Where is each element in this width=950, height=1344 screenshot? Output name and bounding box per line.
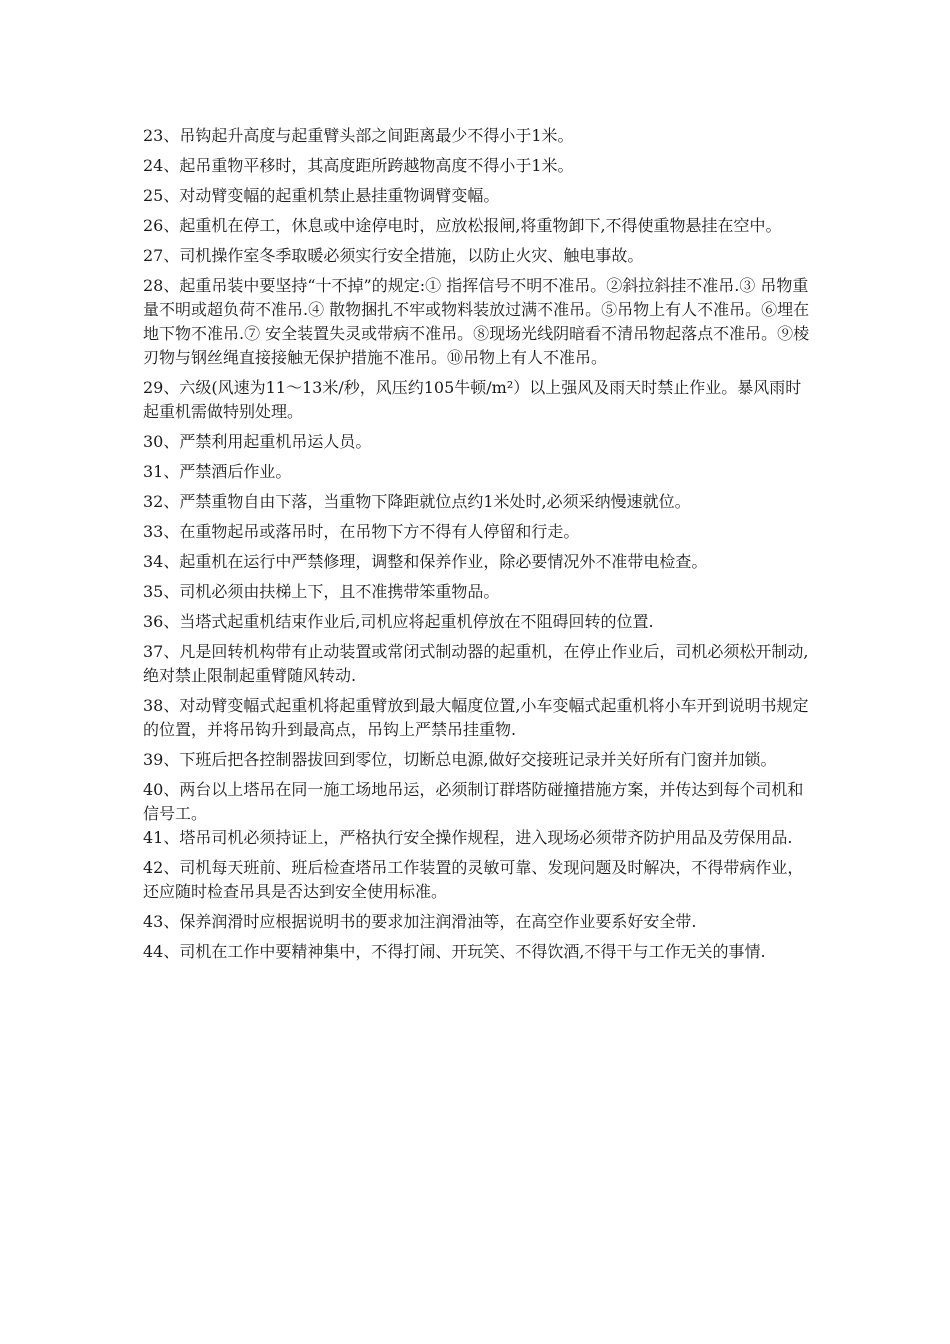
rule-item-35: 35、司机必须由扶梯上下，且不准携带笨重物品。: [143, 582, 500, 601]
rule-item-44: 44、司机在工作中要精神集中，不得打闹、开玩笑、不得饮酒,不得干与工作无关的事情.: [143, 942, 766, 961]
rules-list: [143, 124, 813, 970]
rule-item-33: 33、在重物起吊或落吊时，在吊物下方不得有人停留和行走。: [143, 522, 580, 541]
rule-item-27: 27、司机操作室冬季取暖必须实行安全措施，以防止火灾、触电事故。: [143, 246, 644, 265]
rule-item-24: 24、起吊重物平移时，其高度距所跨越物高度不得小于1米。: [143, 156, 574, 175]
rule-item-38: 38、对动臂变幅式起重机将起重臂放到最大幅度位置,小车变幅式起重机将小车开到说明书规定的位置，并将吊钩升到最高点，吊钩上严禁吊挂重物.: [143, 696, 809, 739]
rule-item-43: 43、保养润滑时应根据说明书的要求加注润滑油等，在高空作业要系好安全带.: [143, 912, 697, 931]
rule-item-28: 28、起重吊装中要坚持“十不掉”的规定:① 指挥信号不明不准吊。②斜拉斜挂不准吊.③ 吊物重量不明或超负荷不准吊.④ 散物捆扎不牢或物料装放过满不准吊。⑤吊物上有人不准吊。⑥埋在地下物不准吊.⑦ 安全装置失灵或带病不准吊。⑧现场光线阴暗看不清吊物起落点不准吊。⑨棱刃物与钢丝绳直接接触无保护措施不准吊。⑩吊物上有人不准吊。: [143, 276, 810, 367]
rule-item-39: 39、下班后把各控制器拔回到零位，切断总电源,做好交接班记录并关好所有门窗并加锁。: [143, 750, 777, 769]
rule-item-30: 30、严禁利用起重机吊运人员。: [143, 432, 372, 451]
rule-item-34: 34、起重机在运行中严禁修理，调整和保养作业，除必要情况外不准带电检查。: [143, 552, 708, 571]
rule-item-42: 42、司机每天班前、班后检查塔吊工作装置的灵敏可靠、发现问题及时解决，不得带病作业，还应随时检查吊具是否达到安全使用标准。: [143, 858, 804, 901]
rule-item-29: 29、六级(风速为11～13米/秒，风压约105牛顿/m²）以上强风及雨天时禁止作业。暴风雨时起重机需做特别处理。: [143, 378, 802, 421]
rule-item-41: 41、塔吊司机必须持证上，严格执行安全操作规程，进入现场必须带齐防护用品及劳保用品.: [143, 828, 793, 847]
rule-item-23: 23、吊钩起升高度与起重臂头部之间距离最少不得小于1米。: [143, 126, 574, 145]
rule-item-26: 26、起重机在停工，休息或中途停电时，应放松报闸,将重物卸下,不得使重物悬挂在空中。: [143, 216, 782, 235]
rule-item-25: 25、对动臂变幅的起重机禁止悬挂重物调臂变幅。: [143, 186, 500, 205]
rule-item-31: 31、严禁酒后作业。: [143, 462, 292, 481]
rule-item-37: 37、凡是回转机构带有止动装置或常闭式制动器的起重机，在停止作业后，司机必须松开制动,绝对禁止限制起重臂随风转动.: [143, 642, 809, 685]
rule-item-40: 40、两台以上塔吊在同一施工场地吊运，必须制订群塔防碰撞措施方案，并传达到每个司机和信号工。: [143, 780, 804, 823]
rule-item-32: 32、严禁重物自由下落，当重物下降距就位点约1米处时,必须采纳慢速就位。: [143, 492, 691, 511]
rule-item-36: 36、当塔式起重机结束作业后,司机应将起重机停放在不阻碍回转的位置.: [143, 612, 654, 631]
